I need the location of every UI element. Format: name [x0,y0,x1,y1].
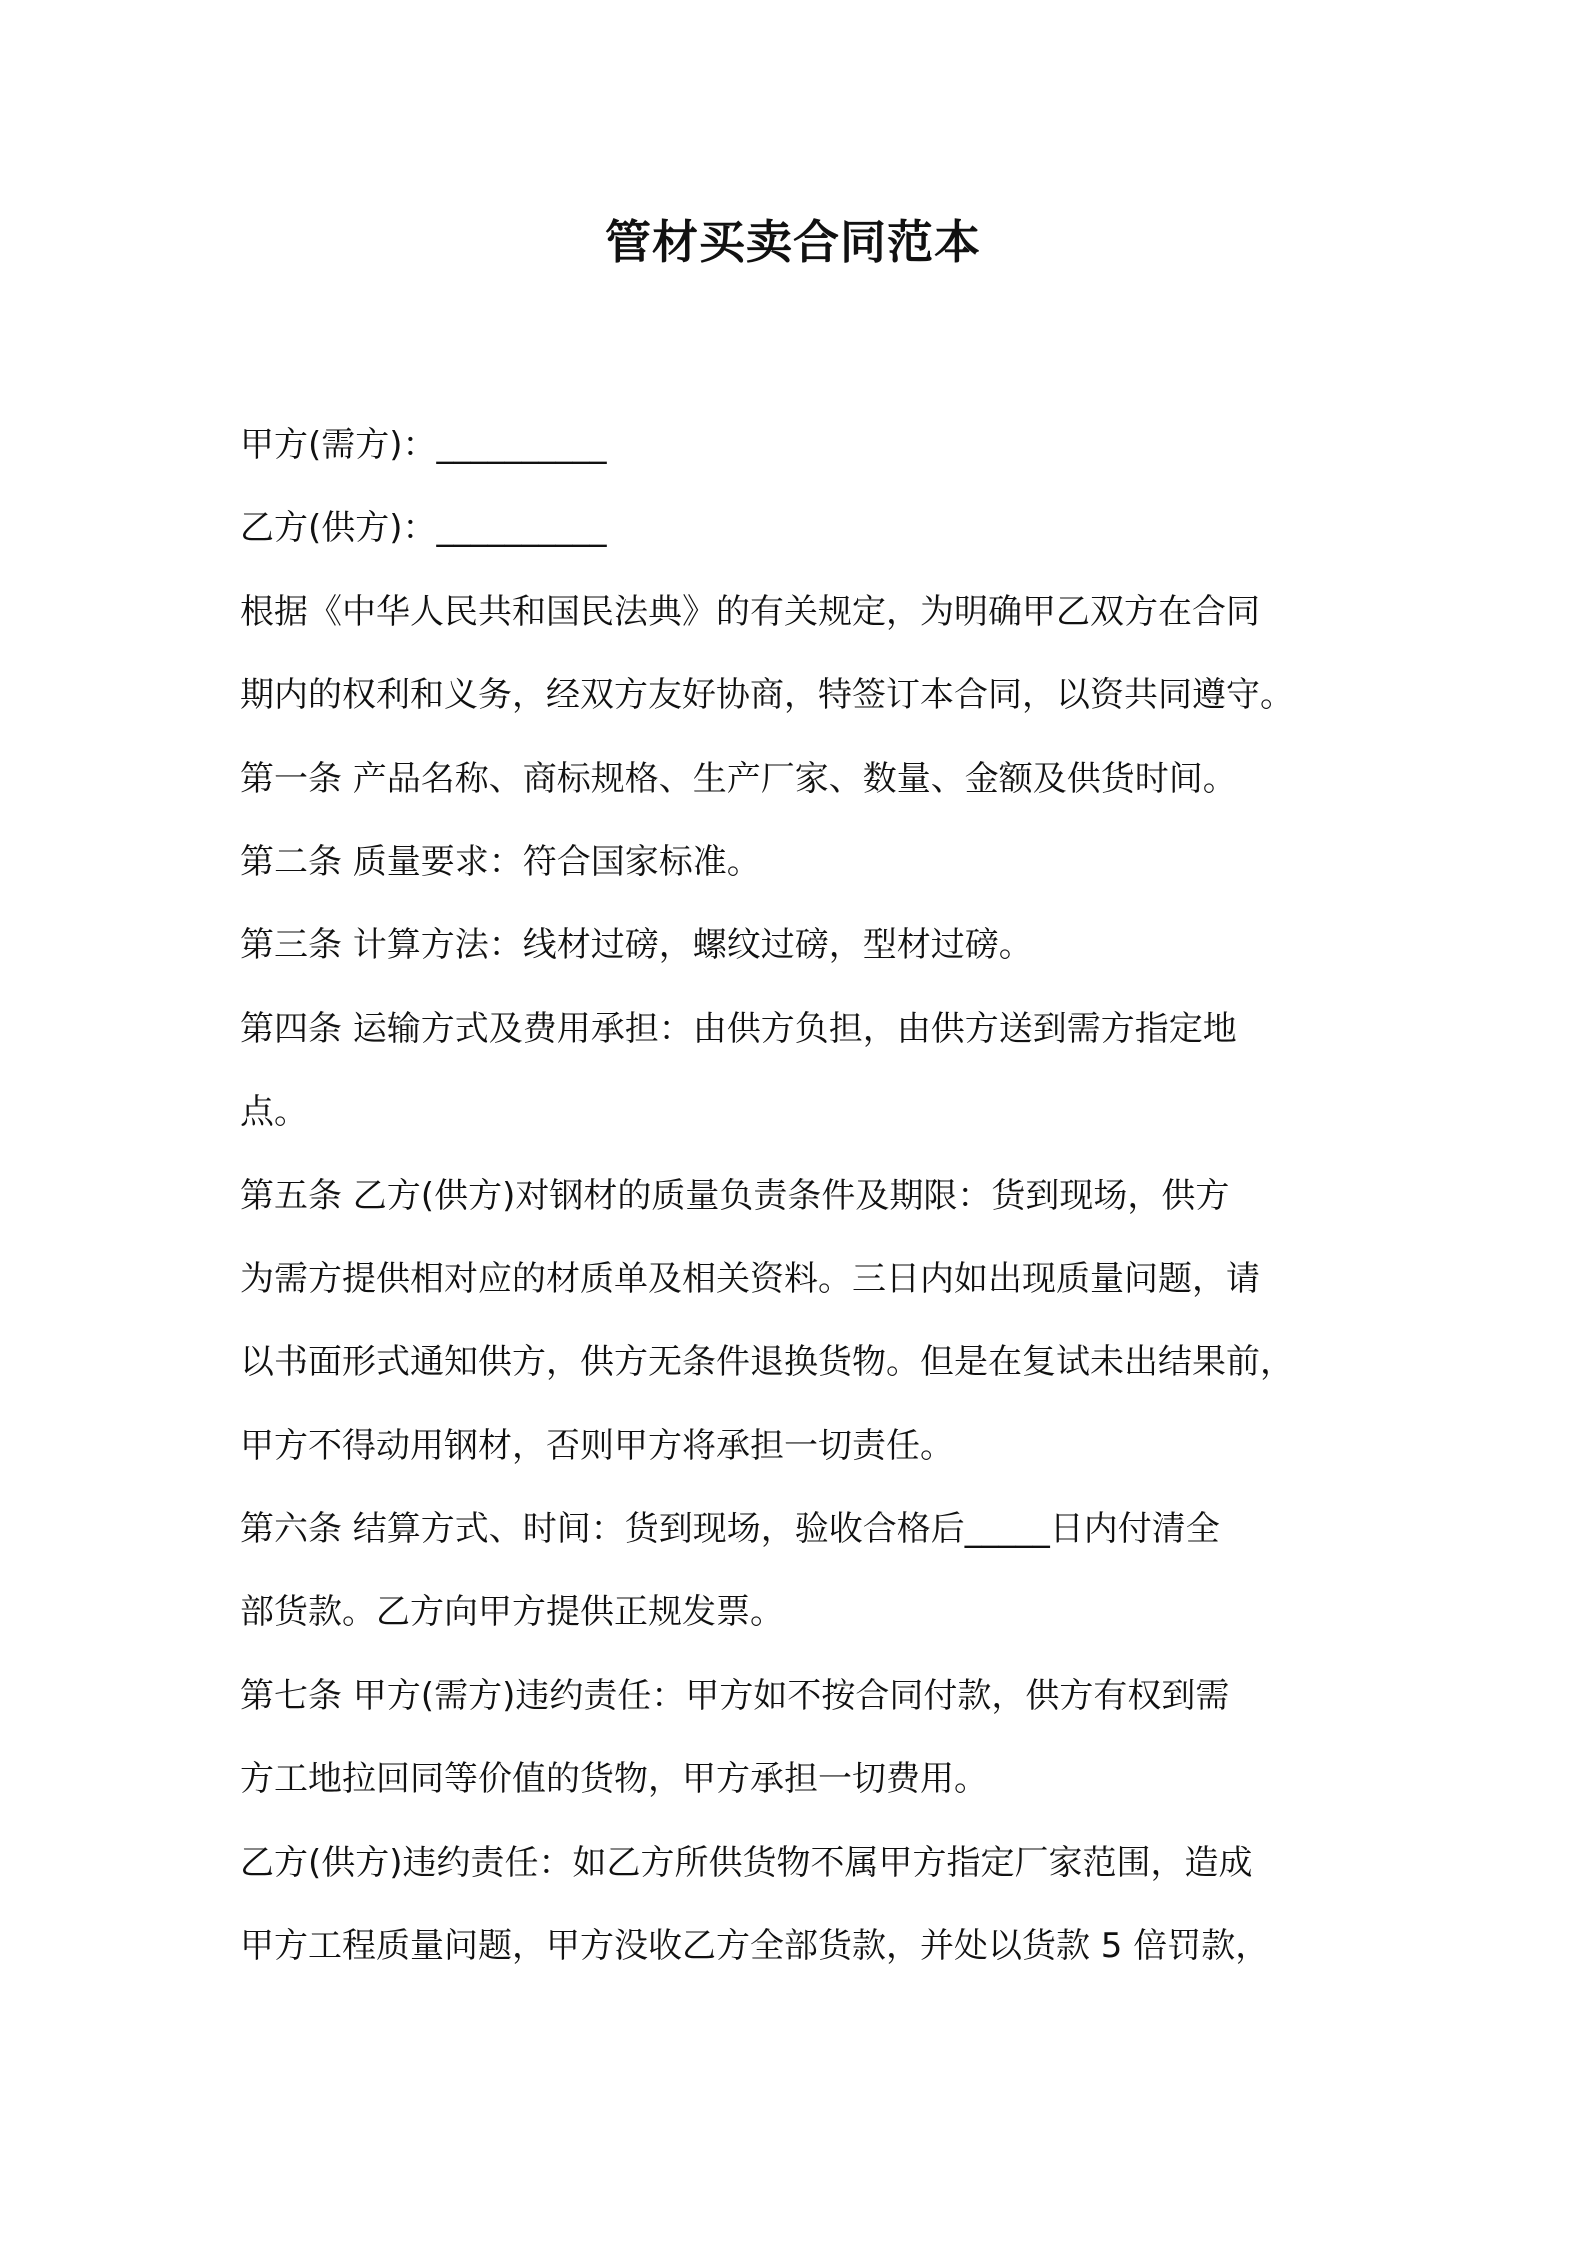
article-6-line-1: 第六条 结算方式、时间：货到现场，验收合格后_____日内付清全 [240,1509,1220,1550]
article-5-line-4: 甲方不得动用钢材，否则甲方将承担一切责任。 [240,1425,954,1466]
party-b-liability-line-1: 乙方(供方)违约责任：如乙方所供货物不属甲方指定厂家范围，造成 [240,1842,1253,1883]
document-title: 管材买卖合同范本 [605,215,981,269]
party-a-line: 甲方(需方)：__________ [240,425,607,465]
article-1: 第一条 产品名称、商标规格、生产厂家、数量、金额及供货时间。 [240,758,1237,799]
article-5-line-3: 以书面形式通知供方，供方无条件退换货物。但是在复试未出结果前， [240,1342,1294,1383]
article-7-line-1: 第七条 甲方(需方)违约责任：甲方如不按合同付款，供方有权到需 [240,1675,1230,1716]
article-3: 第三条 计算方法：线材过磅，螺纹过磅，型材过磅。 [240,925,1033,966]
preamble-line-2: 期内的权利和义务，经双方友好协商，特签订本合同，以资共同遵守。 [240,675,1294,716]
party-b-liability-line-2: 甲方工程质量问题，甲方没收乙方全部货款，并处以货款 5 倍罚款， [240,1926,1270,1967]
preamble-line-1: 根据《中华人民共和国民法典》的有关规定，为明确甲乙双方在合同 [240,591,1260,632]
article-5-line-1: 第五条 乙方(供方)对钢材的质量负责条件及期限：货到现场，供方 [240,1175,1230,1216]
article-7-line-2: 方工地拉回同等价值的货物，甲方承担一切费用。 [240,1759,988,1800]
party-b-line: 乙方(供方)：__________ [240,508,607,549]
article-4-line-1: 第四条 运输方式及费用承担：由供方负担，由供方送到需方指定地 [240,1008,1237,1049]
article-2: 第二条 质量要求：符合国家标准。 [240,841,761,882]
article-6-line-2: 部货款。乙方向甲方提供正规发票。 [240,1592,784,1633]
article-5-line-2: 为需方提供相对应的材质单及相关资料。三日内如出现质量问题，请 [240,1258,1260,1299]
article-4-line-2: 点。 [240,1092,308,1133]
contract-body [240,404,1356,1988]
